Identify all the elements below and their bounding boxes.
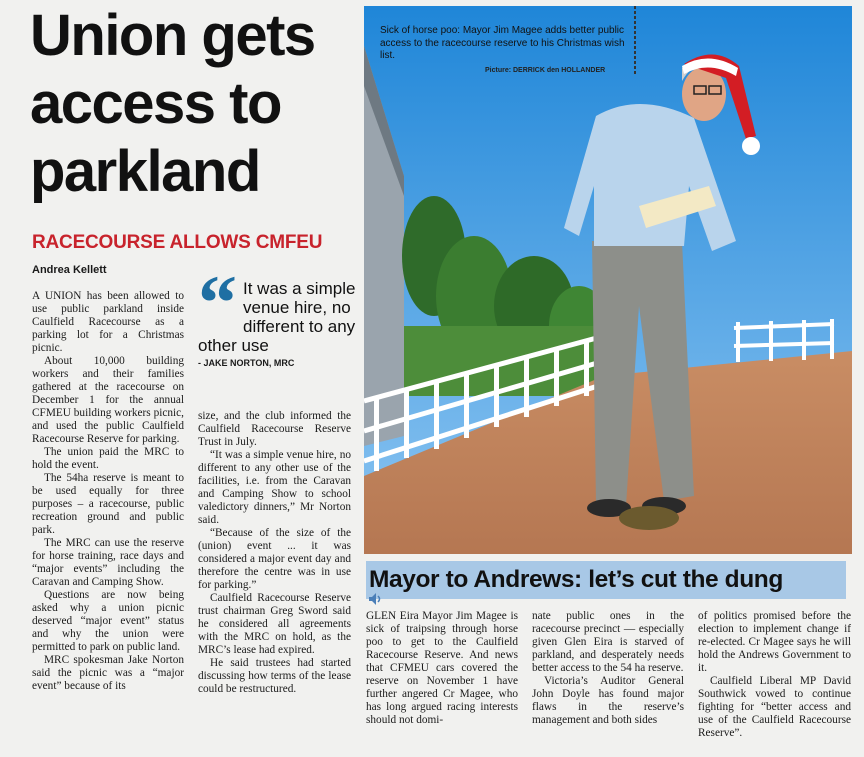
- paragraph: The 54ha reserve is meant to be used equally for three purposes – a racecourse, public recreation ground and public park.: [32, 472, 184, 536]
- subheadline: RACECOURSE ALLOWS CMFEU: [32, 232, 323, 253]
- speaker-icon[interactable]: [368, 592, 384, 606]
- paragraph: GLEN Eira Mayor Jim Magee is sick of traipsing through horse poo to get to the Caulfield Racecourse Reserve. And news that CFMEU cars covered the reserve on November 1 have further angered Cr Magee, who has long argued racing interests should not domi-: [366, 610, 518, 726]
- paragraph: “Because of the size of the (union) event ... it was considered a major event day and therefore the centre was in use for parking.”: [198, 527, 351, 591]
- paragraph: He said trustees had started discussing how terms of the lease could be restructured.: [198, 657, 351, 695]
- article2-column-3: [698, 610, 851, 740]
- paragraph: MRC spokesman Jake Norton said the picnic was a “major event” because of its: [32, 654, 184, 692]
- paragraph: Questions are now being asked why a union picnic deserved “major event” status and why the union were permitted to park on public land.: [32, 589, 184, 653]
- paragraph: size, and the club informed the Caulfield Racecourse Reserve Trust in July.: [198, 410, 351, 448]
- article-column-1: [32, 290, 184, 693]
- paragraph: Victoria’s Auditor General John Doyle has found major flaws in the reserve’s management and both sides: [532, 675, 684, 726]
- secondary-headline-highlight: [366, 561, 846, 599]
- article-column-2: [198, 410, 351, 696]
- article2-column-1: [366, 610, 518, 727]
- paragraph: nate public ones in the racecourse precinct — especially given Glen Eira is starved of parkland, and desperately needs better access to the 54 ha reserve.: [532, 610, 684, 674]
- paragraph: The union paid the MRC to hold the event.: [32, 446, 184, 471]
- paragraph: The MRC can use the reserve for horse training, race days and “major events” including the Caravan and Camping Show.: [32, 537, 184, 588]
- headline: Union gets access to parkland: [30, 3, 315, 204]
- paragraph: of politics promised before the election to implement change if re-elected. Cr Magee says he will hold the Andrews Government to it.: [698, 610, 851, 674]
- quote-mark-icon: “: [198, 259, 237, 346]
- pull-quote-attribution: - JAKE NORTON, MRC: [198, 358, 295, 368]
- article2-column-2: [532, 610, 684, 727]
- pull-quote-text: It was a simple venue hire, no different to any other use: [198, 279, 356, 355]
- photo-illustration: [364, 6, 852, 554]
- paragraph: About 10,000 building workers and their families gathered at the racecourse on December 1 for the annual CFMEU building workers picnic, and used the public Caulfield Racecourse Reserve for parking.: [32, 355, 184, 445]
- photo-credit: Picture: DERRICK den HOLLANDER: [485, 67, 606, 74]
- secondary-headline: Mayor to Andrews: let’s cut the dung: [369, 566, 783, 593]
- paragraph: Caulfield Liberal MP David Southwick vowed to continue fighting for “better access and use of the Caulfield Racecourse Reserve”.: [698, 675, 851, 739]
- paragraph: A UNION has been allowed to use public parkland inside Caulfield Racecourse as a parking lot for a Christmas picnic.: [32, 290, 184, 354]
- paragraph: Caulfield Racecourse Reserve trust chairman Greg Sword said he considered all agreements with the MRC on hold, as the MRC’s lease had expired.: [198, 592, 351, 656]
- photo-caption: Sick of horse poo: Mayor Jim Magee adds better public access to the racecourse reserve to his Christmas wish list.: [380, 25, 625, 61]
- photo: [364, 6, 852, 554]
- paragraph: “It was a simple venue hire, no different to any other use of the facilities, i.e. from the Caravan and Camping Show to school valedictory dinners,” Mr Norton said.: [198, 449, 351, 526]
- byline: Andrea Kellett: [32, 264, 107, 276]
- pull-quote: [198, 259, 358, 368]
